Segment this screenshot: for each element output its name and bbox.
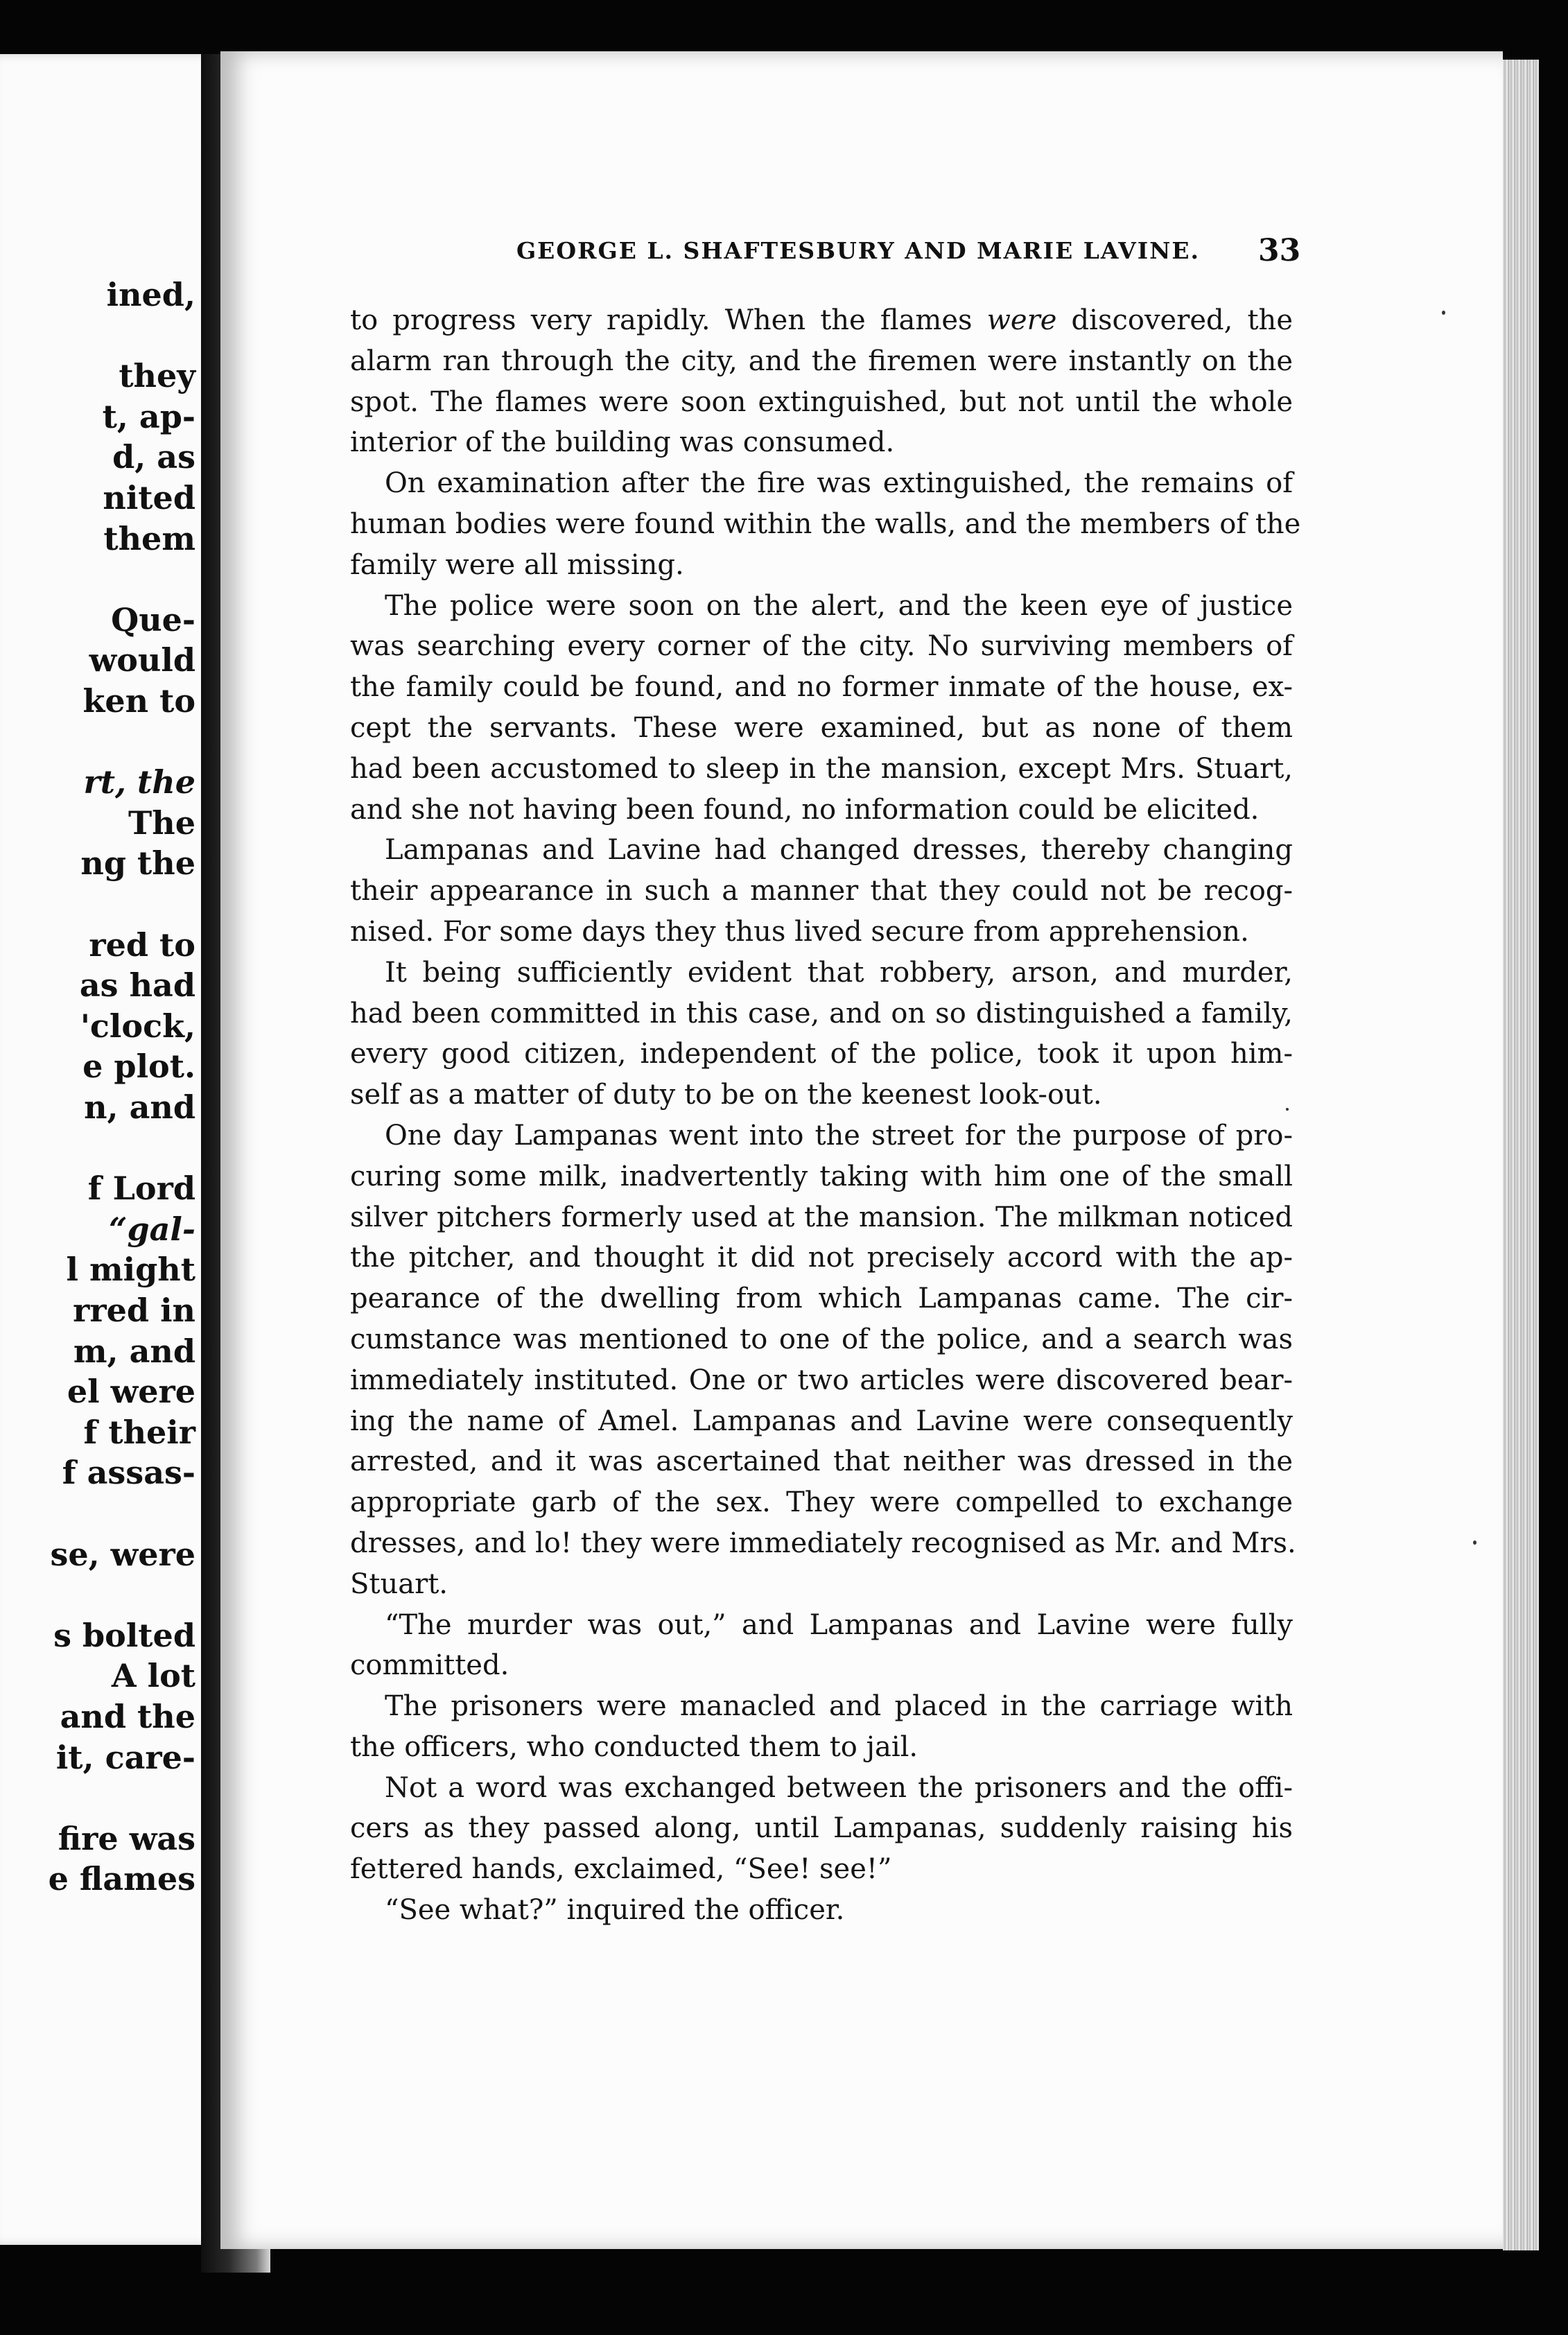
text-line: their appearance in such a manner that they could not be recog- (350, 875, 1293, 908)
previous-page-line: l might (66, 1251, 195, 1289)
previous-page-line: ined, (106, 276, 195, 313)
text-line: cers as they passed along, until Lampanas, suddenly raising his (350, 1812, 1293, 1845)
text-line: interior of the building was consumed. (350, 426, 895, 459)
previous-page-line: s bolted (53, 1616, 195, 1654)
previous-page-line: t, ap- (102, 397, 195, 435)
previous-page-line: “gal- (109, 1210, 195, 1248)
text-line: nised. For some days they thus lived secure from apprehension. (350, 915, 1249, 948)
text-line: every good citizen, independent of the police, took it upon him- (350, 1038, 1293, 1070)
text-line: family were all missing. (350, 548, 684, 581)
print-speck (1286, 1108, 1289, 1111)
previous-page-line: as had (79, 966, 195, 1005)
previous-page-line: would (89, 641, 195, 679)
text-line: self as a matter of duty to be on the keenest look-out. (350, 1079, 1102, 1111)
previous-page-line: el were (67, 1373, 195, 1411)
previous-page-line: n, and (84, 1088, 195, 1126)
text-line: appropriate garb of the sex. They were compelled to exchange (350, 1486, 1293, 1519)
text-line: “See what?” inquired the officer. (385, 1894, 845, 1927)
previous-page-line: nited (103, 479, 195, 517)
text-line: It being sufficiently evident that robbery, arson, and murder, (385, 956, 1293, 989)
page-edge (1503, 60, 1539, 2250)
text-line: alarm ran through the city, and the firemen were instantly on the (350, 345, 1293, 377)
previous-page-line: them (103, 519, 195, 557)
previous-page-line: red to (89, 926, 195, 964)
previous-page-line: fire was (58, 1819, 195, 1857)
previous-page-line: and the (60, 1698, 195, 1735)
page-number: 33 (1258, 233, 1301, 268)
previous-page-line: se, were (50, 1535, 195, 1573)
text-line: Stuart. (350, 1568, 448, 1600)
text-line: cept the servants. These were examined, but as none of them (350, 711, 1293, 744)
previous-page-line: f their (83, 1413, 195, 1451)
text-line: the pitcher, and thought it did not precisely accord with the ap- (350, 1242, 1293, 1274)
previous-page-line: e plot. (82, 1048, 195, 1086)
previous-page-line: The (128, 804, 195, 842)
body-text (350, 300, 1301, 1931)
text-line: The prisoners were manacled and placed in the carriage with (385, 1690, 1293, 1723)
previous-page-line: ng the (80, 844, 195, 883)
text-line: Not a word was exchanged between the prisoners and the offi- (385, 1771, 1293, 1804)
text-line: spot. The flames were soon extinguished, but not until the whole (350, 385, 1293, 418)
text-line: silver pitchers formerly used at the mansion. The milkman noticed (350, 1201, 1293, 1233)
previous-page-line: they (119, 357, 195, 395)
text-line: pearance of the dwelling from which Lampanas came. The cir- (350, 1283, 1293, 1315)
previous-page-line: it, care- (55, 1738, 195, 1776)
previous-page-line: A lot (111, 1657, 195, 1695)
text-line: The police were soon on the alert, and the keen eye of justice (385, 589, 1293, 622)
previous-page-line: f assas- (62, 1454, 195, 1492)
previous-page-line: rred in (73, 1292, 195, 1329)
previous-page-line: e flames (48, 1860, 195, 1898)
text-line: the officers, who conducted them to jail. (350, 1730, 918, 1763)
text-line: fettered hands, exclaimed, “See! see!” (350, 1853, 892, 1886)
text-line: “The murder was out,” and Lampanas and Lavine were fully (385, 1608, 1293, 1641)
previous-page-line: rt, the (83, 763, 195, 801)
text-line: the family could be found, and no former inmate of the house, ex- (350, 671, 1293, 704)
previous-page-line: m, and (73, 1332, 195, 1370)
text-line: On examination after the fire was extinguished, the remains of (385, 467, 1293, 500)
text-line: immediately instituted. One or two articles were discovered bear- (350, 1364, 1293, 1396)
previous-page-line: d, as (112, 438, 195, 476)
text-line: had been committed in this case, and on so distinguished a family, (350, 997, 1293, 1030)
text-line: Lampanas and Lavine had changed dresses, thereby changing (385, 834, 1293, 867)
text-line: cumstance was mentioned to one of the police, and a search was (350, 1323, 1293, 1355)
text-line: dresses, and lo! they were immediately recognised as Mr. and Mrs. (350, 1527, 1296, 1559)
text-line: curing some milk, inadvertently taking with him one of the small (350, 1160, 1293, 1192)
text-line: to progress very rapidly. When the flames were discovered, the (350, 304, 1293, 336)
previous-page-line: Que- (111, 600, 195, 639)
previous-page-line: f Lord (87, 1170, 195, 1208)
text-line: committed. (350, 1649, 509, 1682)
running-head: GEORGE L. SHAFTESBURY AND MARIE LAVINE. (516, 237, 1200, 264)
print-speck (1442, 311, 1445, 315)
previous-page-line: 'clock, (80, 1007, 195, 1045)
text-line: ing the name of Amel. Lampanas and Lavine were consequently (350, 1405, 1293, 1437)
text-line: and she not having been found, no information could be elicited. (350, 793, 1260, 826)
text-line: was searching every corner of the city. No surviving members of (350, 630, 1293, 663)
previous-page-line: ken to (82, 682, 195, 720)
text-line: arrested, and it was ascertained that neither was dressed in the (350, 1446, 1293, 1478)
text-line: human bodies were found within the walls, and the members of the (350, 507, 1301, 540)
print-speck (1473, 1540, 1476, 1545)
text-line: had been accustomed to sleep in the mansion, except Mrs. Stuart, (350, 752, 1293, 785)
text-line: One day Lampanas went into the street for the purpose of pro- (385, 1119, 1293, 1152)
